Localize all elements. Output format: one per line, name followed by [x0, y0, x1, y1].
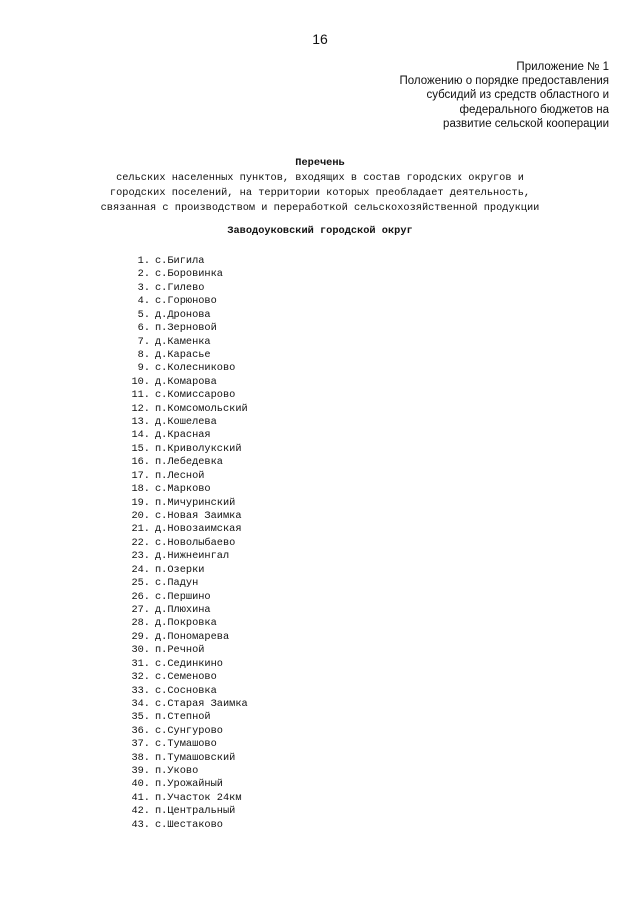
list-item-number: 23.: [131, 550, 150, 563]
appendix-line: федерального бюджетов на: [459, 103, 609, 116]
list-item-name: д.Плюхина: [155, 603, 211, 616]
list-item: [126, 658, 248, 671]
district-heading: Заводоуковский городской округ: [227, 225, 413, 237]
list-item-number: 19.: [131, 496, 150, 509]
list-item: [126, 470, 248, 483]
list-item-number: 38.: [131, 751, 150, 764]
list-item: [126, 537, 248, 550]
list-item-name: д.Комарова: [155, 375, 217, 388]
list-item-number: 7.: [137, 335, 150, 348]
document-title: [0, 156, 640, 216]
list-item-name: с.Новолыбаево: [155, 536, 236, 549]
list-item: [126, 255, 248, 268]
list-item-number: 15.: [131, 442, 150, 455]
list-item: [126, 617, 248, 630]
list-item-number: 8.: [137, 348, 150, 361]
list-item-number: 41.: [131, 791, 150, 804]
list-item: [126, 349, 248, 362]
list-item-number: 36.: [131, 724, 150, 737]
list-item-name: п.Участок 24км: [155, 791, 242, 804]
list-item-number: 6.: [137, 322, 150, 335]
list-item-name: с.Гилево: [155, 281, 205, 294]
appendix-line: Приложение № 1: [516, 61, 609, 73]
list-item-name: с.Сосновка: [155, 684, 217, 697]
list-item-name: д.Красная: [155, 429, 211, 442]
list-item: [126, 443, 248, 456]
list-item: [126, 577, 248, 590]
list-item-number: 3.: [137, 281, 150, 294]
list-item-number: 25.: [131, 577, 150, 590]
list-item-name: п.Центральный: [155, 805, 236, 818]
list-item-number: 24.: [131, 563, 150, 576]
list-item-name: с.Шестаково: [155, 818, 223, 831]
list-item-number: 34.: [131, 697, 150, 710]
list-item-number: 33.: [131, 684, 150, 697]
list-item-number: 18.: [131, 483, 150, 496]
list-item-name: с.Сединкино: [155, 657, 223, 670]
list-item-number: 43.: [131, 818, 150, 831]
list-item-number: 4.: [137, 295, 150, 308]
list-item-name: д.Пономарева: [155, 630, 230, 643]
list-item-number: 9.: [137, 362, 150, 375]
page-number: 16: [312, 31, 328, 47]
list-item: [126, 510, 248, 523]
list-item-name: п.Зерновой: [155, 322, 217, 335]
list-item: [126, 711, 248, 724]
list-item: [126, 523, 248, 536]
list-item: [126, 819, 248, 832]
list-item: [126, 416, 248, 429]
list-item-name: п.Криволукский: [155, 442, 242, 455]
list-item-name: с.Комиссарово: [155, 389, 236, 402]
list-item-name: д.Дронова: [155, 308, 211, 321]
list-item: [126, 752, 248, 765]
list-item-number: 28.: [131, 617, 150, 630]
list-item: [126, 631, 248, 644]
appendix-header: [309, 60, 609, 131]
list-item: [126, 336, 248, 349]
list-item-number: 27.: [131, 603, 150, 616]
title-line: связанная с производством и переработкой сельскохозяйственной продукции: [100, 202, 540, 214]
list-item-name: с.Старая Заимка: [155, 697, 248, 710]
list-item-name: п.Речной: [155, 644, 205, 657]
list-item-number: 42.: [131, 805, 150, 818]
list-item: [126, 295, 248, 308]
list-item: [126, 322, 248, 335]
settlement-list: [126, 255, 248, 832]
appendix-line: субсидий из средств областного и: [426, 89, 609, 102]
list-item: [126, 309, 248, 322]
list-item: [126, 483, 248, 496]
list-item-name: с.Новая Заимка: [155, 510, 242, 523]
title-line: городских поселений, на территории которых преобладает деятельность,: [109, 187, 531, 199]
list-item-name: с.Першино: [155, 590, 211, 603]
list-item: [126, 497, 248, 510]
list-item-name: с.Падун: [155, 577, 199, 590]
list-item-number: 14.: [131, 429, 150, 442]
list-item-name: д.Покровка: [155, 617, 217, 630]
appendix-line: развитие сельской кооперации: [443, 117, 609, 130]
list-item-number: 29.: [131, 630, 150, 643]
list-item-number: 16.: [131, 456, 150, 469]
list-item-number: 37.: [131, 738, 150, 751]
list-item: [126, 792, 248, 805]
list-item-number: 20.: [131, 510, 150, 523]
list-item: [126, 805, 248, 818]
list-item: [126, 564, 248, 577]
list-item: [126, 725, 248, 738]
list-item-name: п.Комсомольский: [155, 402, 248, 415]
list-item-number: 26.: [131, 590, 150, 603]
list-item-number: 40.: [131, 778, 150, 791]
title-line: сельских населенных пунктов, входящих в состав городских округов и: [116, 172, 524, 184]
list-item: [126, 591, 248, 604]
list-item-number: 11.: [131, 389, 150, 402]
appendix-line: Положению о порядке предоставления: [399, 75, 609, 88]
list-item-name: с.Боровинка: [155, 268, 223, 281]
list-item-name: с.Горюново: [155, 295, 217, 308]
list-item: [126, 604, 248, 617]
list-item: [126, 685, 248, 698]
list-item-name: с.Семеново: [155, 671, 217, 684]
list-item: [126, 738, 248, 751]
list-item: [126, 778, 248, 791]
list-item: [126, 282, 248, 295]
list-item-name: с.Бигила: [155, 255, 205, 267]
list-item-name: д.Нижнеингал: [155, 550, 230, 563]
list-item-number: 35.: [131, 711, 150, 724]
list-item-name: с.Тумашово: [155, 738, 217, 751]
list-item-number: 2.: [137, 268, 150, 281]
list-item: [126, 456, 248, 469]
list-item-name: п.Озерки: [155, 563, 205, 576]
list-item-number: 22.: [131, 536, 150, 549]
list-item-number: 39.: [131, 765, 150, 778]
list-item-number: 1.: [137, 255, 150, 267]
list-item: [126, 362, 248, 375]
list-item-name: п.Лебедевка: [155, 456, 223, 469]
list-item: [126, 765, 248, 778]
list-item-name: п.Степной: [155, 711, 211, 724]
list-item-name: п.Уково: [155, 765, 199, 778]
list-item-number: 21.: [131, 523, 150, 536]
list-item-name: д.Кошелева: [155, 416, 217, 429]
list-item: [126, 389, 248, 402]
list-item-name: с.Сунгурово: [155, 724, 223, 737]
list-item-number: 13.: [131, 416, 150, 429]
list-item-name: д.Карасье: [155, 348, 211, 361]
list-item: [126, 698, 248, 711]
list-item-name: п.Лесной: [155, 469, 205, 482]
list-item: [126, 268, 248, 281]
list-item-number: 17.: [131, 469, 150, 482]
list-item-name: д.Каменка: [155, 335, 211, 348]
list-item-number: 12.: [131, 402, 150, 415]
list-item-name: п.Мичуринский: [155, 496, 236, 509]
list-item-name: п.Урожайный: [155, 778, 223, 791]
list-item: [126, 550, 248, 563]
list-item-number: 10.: [131, 375, 150, 388]
list-item: [126, 671, 248, 684]
list-item: [126, 644, 248, 657]
list-item-name: п.Тумашовский: [155, 751, 236, 764]
list-item-name: с.Колесниково: [155, 362, 236, 375]
list-item-number: 5.: [137, 308, 150, 321]
list-item: [126, 429, 248, 442]
list-item-number: 31.: [131, 657, 150, 670]
list-item-number: 32.: [131, 671, 150, 684]
list-item-name: с.Марково: [155, 483, 211, 496]
list-item: [126, 403, 248, 416]
list-item-name: д.Новозаимская: [155, 523, 242, 536]
list-item-number: 30.: [131, 644, 150, 657]
list-item: [126, 376, 248, 389]
title-heading: Перечень: [295, 157, 345, 169]
